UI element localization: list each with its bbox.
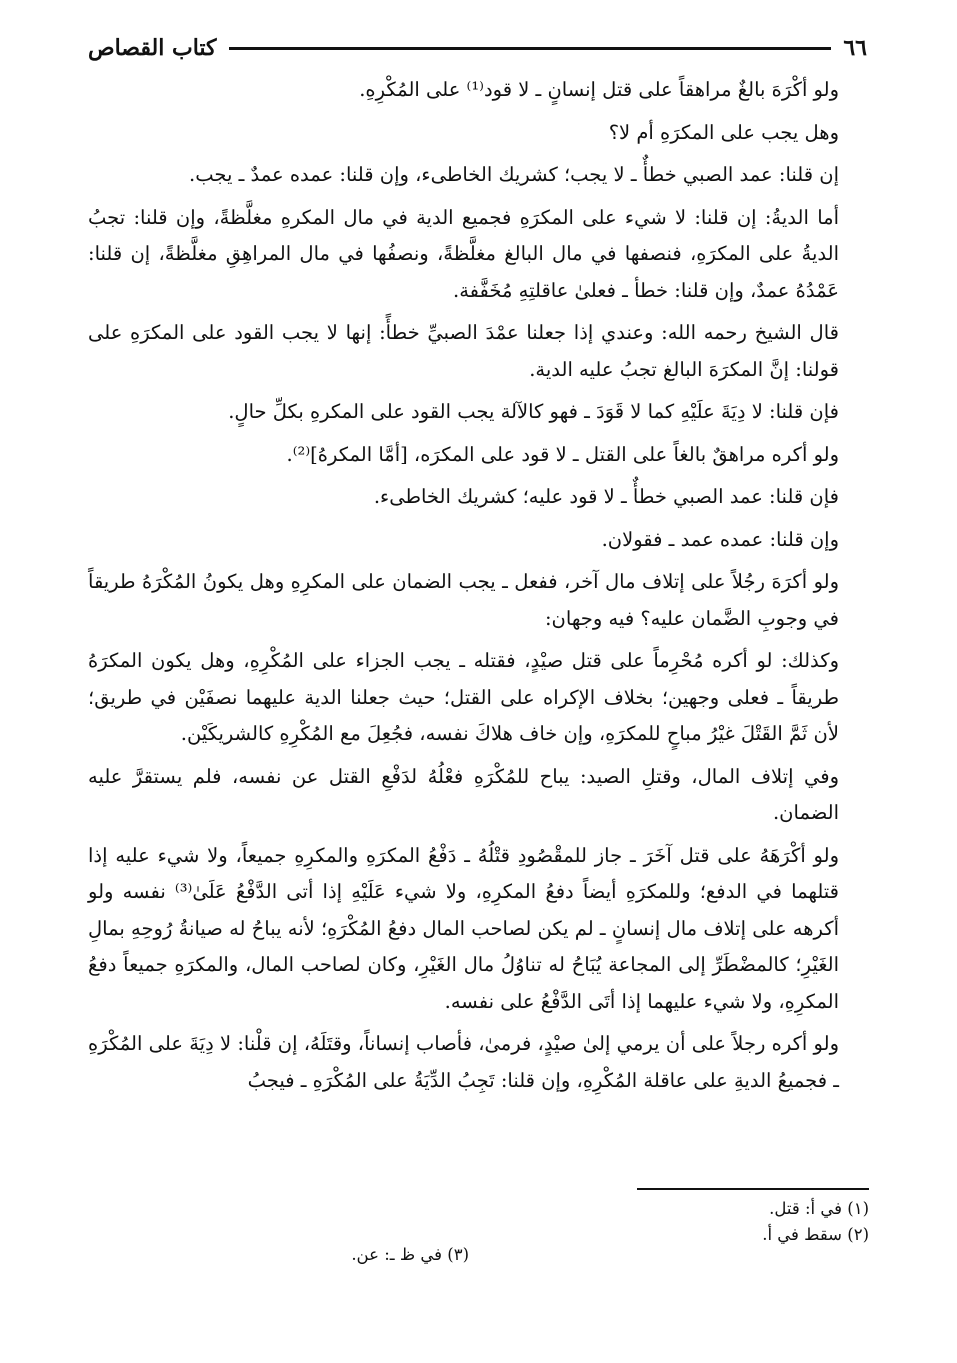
footnote-2: (٢) سقط في أ. (762, 1225, 869, 1244)
paragraph: وكذلك: لو أكره مُحْرِماً على قتل صيْدٍ، فقتله ـ يجب الجزاء على المُكْرِهِ، وهل يكون المكرَهُ طريقاً ـ فعلى وجهين؛ بخلاف الإكراه على القتل؛ حيث جعلنا الدية عليهما نصفَيْن في طريق؛ لأن ثَمَّ القَتْلَ غيْرُ مباحٍ للمكرَهِ، وإن خاف هلاكَ نفسه، فجُعِلَ مع المُكْرِهِ كالشريكَيْن. (88, 649, 839, 745)
paragraph: إن قلنا: عمد الصبي خطأٌ ـ لا يجب؛ كشريك الخاطىء، وإن قلنا: عمده عمدٌ ـ يجب. (189, 163, 839, 186)
paragraph: وإن قلنا: عمده عمد ـ فقولان. (601, 527, 839, 551)
paragraph: وفي إتلاف المال، وقتلِ الصيد: يباح للمُكْرَهِ فعْلُهُ لدَفْعِ القتل عن نفسه، فلم يستقرَّ عليه الضمان. (88, 764, 839, 824)
footnote-divider (637, 1188, 869, 1190)
paragraph: فإن قلنا: عمد الصبي خطأٌ ـ لا قود عليه؛ كشريك الخاطىء. (373, 485, 839, 508)
footnotes (88, 1196, 869, 1264)
running-title: كتاب القصاص (88, 35, 217, 61)
paragraph: ولو أكْرَهَهُ على قتل آخَرَ ـ جاز للمقْصُودِ قتْلُهُ ـ دَفْعُ المكرَهِ والمكرِهِ جميعاً، ولا شيء عليه إذا قتلهما في الدفع؛ وللمكرَهِ أيضاً دفعُ المكرِهِ، ولا شيء عَلَيْهِ إذا أتى الدَّفْعُ عَلَىٰ⁽³⁾ نفسه ولو أكرهه على إتلاف مال إنسانٍ ـ لم يكن لصاحب المال دفعُ المُكْرَهِ؛ لأنه يباحُ له صيانةُ رُوحِهِ بمالِ الغَيْرِ؛ كالمضْطَرِّ إلى المجاعة يُبَاحُ له تناوُلُ مال الغَيْرِ، وكان لصاحب المال، والمكرَهِ جميعاً دفعُ المكرِهِ، ولا شيء عليهما إذا أتَى الدَّفْعُ على نفسه. (88, 843, 839, 1013)
paragraph: قال الشيخ رحمه الله: وعندي إذا جعلنا عمْدَ الصبيِّ خطأً: إنها لا يجب القود على المكرَهِ على قولنا: إنَّ المكرَهَ البالغ تجبُ عليه الدية. (88, 321, 839, 381)
paragraph: وهل يجب على المكرَهِ أم لا؟ (608, 120, 839, 144)
page-header (88, 28, 867, 68)
footnote-1: (١) في أ: قتل. (769, 1199, 869, 1218)
page-number: ٦٦ (843, 35, 867, 61)
paragraph: فإن قلنا: لا دِيَةَ علَيْهِ كما لا قَوَدَ ـ فهو كالآلة يجب القود على المكرهِ بكلِّ حالٍ. (228, 400, 839, 423)
header-rule (229, 47, 832, 50)
footnote-3: (٣) في ظ ـ: عن. (351, 1245, 469, 1264)
paragraph: ولو أكرَهَ رجُلاً على إتلاف مال آخر، ففعل ـ يجب الضمان على المكرِهِ وهل يكونُ المُكْرَهُ طريقاً في وجوبِ الضَّمان عليه؟ فيه وجهان: (88, 570, 839, 630)
paragraph: ولو أكْرَهَ بالغٌ مراهقاً على قتل إنسانٍ ـ لا قود⁽¹⁾ على المُكْرِهِ. (359, 78, 839, 101)
paragraph: أما الديةُ: إن قلنا: لا شيء على المكرَهِ فجميع الدية في مال المكرهِ مغلَّظةً، وإن قلنا: تجبُ الديةُ على المكرَهِ، فنصفها في مال البالغ مغلَّظةً، ونصفُها في مال المراهِقِ مغلَّظةً، إن قلنا: عَمْدُهُ عمدٌ، وإن قلنا: خطأ ـ فعلىٰ عاقلتِهِ مُخَفَّفة. (88, 205, 839, 302)
paragraph: ولو أكره مراهقٌ بالغاً على القتل ـ لا قود على المكرَه، [أمَّا المكرهُ]⁽²⁾. (286, 442, 839, 466)
paragraph: ولو أكره رجلاً على أن يرمي إلىٰ صيْدٍ، فرمىٰ، فأصاب إنساناً، وقتَلَهُ، إن قلْنا: لا دِيَةَ على المُكْرَهِ ـ فجميعُ الديةِ على عاقلة المُكْرِهِ، وإن قلنا: تَجِبُ الدِّيَةُ على المُكْرَهِ ـ فيجبُ (88, 1032, 839, 1092)
main-text (88, 72, 869, 1105)
